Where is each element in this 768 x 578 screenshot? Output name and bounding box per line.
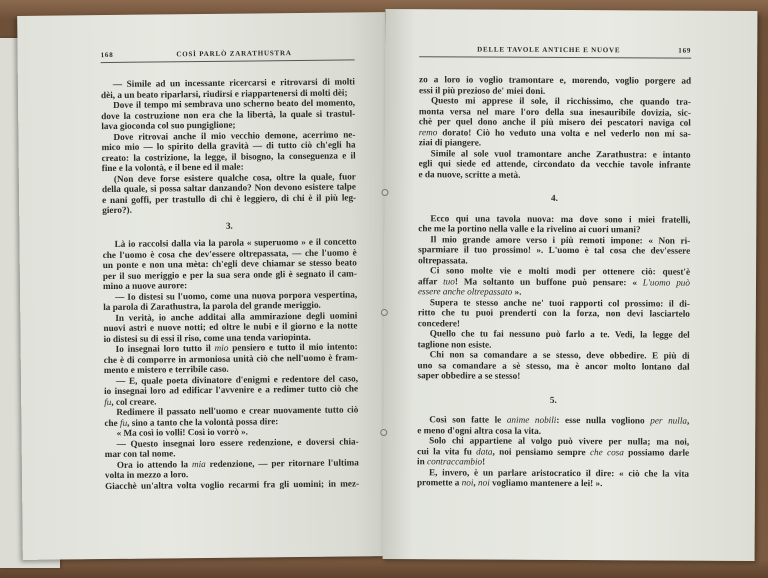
text-line: io distesi su di essi il riso, come una tenda variopinta.	[103, 331, 311, 344]
text-line: essi il più prezioso de' miei doni.	[418, 84, 546, 96]
text-line: essere anche oltrepassato ».	[417, 286, 522, 297]
italic-text: noi	[478, 477, 490, 488]
italic-text: essere anche oltrepassato	[417, 286, 513, 297]
italic-text: noi	[461, 477, 474, 488]
italic-text: mio	[214, 342, 229, 353]
text-line: E, invero, è un parlare aristocratico il dire: « ciò che la vita	[428, 466, 690, 479]
binding-hole	[380, 429, 387, 436]
text-line: « Ma così io volli! Così io vorrò ».	[116, 426, 249, 438]
section-number: 3.	[225, 220, 233, 231]
text-line: creato: la costrizione, la legge, il bisogno, la conseguenza e il	[101, 149, 356, 163]
text-line: Là io raccolsi dalla via la parola « superuomo » e il concetto	[114, 236, 357, 249]
text-line: cui la vita fu data, noi pensiamo sempre che cosa possiamo darle	[417, 445, 690, 458]
text-line: mar con tal nome.	[104, 448, 176, 460]
text-line: che me la portino nella valle e la rivelino ai cuori umani?	[418, 223, 641, 235]
text-line: volta in mezzo a loro.	[104, 469, 189, 481]
text-line: fu, col creare.	[104, 396, 157, 407]
text-line: dèi, a un beato riparlarsi, riudirsi e riappartenersi di molti dèi;	[100, 86, 348, 100]
text-line: Il mio grande amore verso i più remoti impone: « Non ri-	[430, 233, 691, 246]
running-header	[419, 45, 691, 58]
section-number: 4.	[550, 192, 558, 203]
italic-text: L'uomo può	[642, 276, 691, 288]
text-line: ritto che tu puoi prenderti con la forza, non devi lasciartelo	[417, 307, 690, 319]
text-line: mino a nuove aurore:	[102, 280, 188, 292]
binding-hole	[381, 309, 388, 316]
right-page	[383, 9, 758, 561]
running-header	[101, 48, 355, 63]
running-head-title: COSÌ PARLÒ ZARATHUSTRA	[176, 49, 292, 59]
text-line: della quale, si possa saltar danzando? Non devono esistere talpe	[101, 181, 357, 195]
page-number: 168	[100, 50, 114, 60]
text-line: Solo chi appartiene al volgo può vivere per nulla; ma noi,	[429, 435, 690, 447]
text-line: taglione non esiste.	[417, 338, 492, 350]
page-number: 169	[678, 46, 692, 55]
text-line: Quello che tu fai nessuno può farlo a te. Vedi, la legge del	[429, 328, 690, 340]
text-line: giero?).	[102, 204, 132, 216]
italic-text: fu	[119, 417, 128, 428]
text-line: remo dorato! Ciò ho veduto una volta e nel vederlo non mi sa-	[418, 126, 691, 139]
text-line: Questo mi apprese il sole, il ricchissimo, che quando tra-	[430, 95, 691, 107]
text-line: egli qui siede ed attende, circondato da vecchie tavole infrante	[418, 158, 691, 170]
text-line: Chi non sa comandare a se stesso, deve obbedire. E più di	[429, 349, 690, 361]
text-line: in contraccambio!	[417, 456, 486, 467]
text-line: In verità, io anche additai alla ammirazione degli uomini	[115, 309, 358, 323]
text-line: affar tuo! Ma soltanto un buffone può pensare: « L'uomo può	[417, 275, 691, 288]
text-line: chè per quel dono anche il più misero dei pescatori naviga col	[418, 116, 691, 128]
text-line: Ecco qui una tavola nuova: ma dove sono i miei fratelli,	[430, 212, 691, 225]
text-line: Io insegnai loro tutto il mio pensiero e tutto il mio intento:	[115, 341, 358, 354]
text-line: Ci sono molte vie e molti modi per ottenere ciò: quest'è	[430, 265, 691, 277]
text-line: uno sa comandare a sè stesso, ma è ancor molto lontano dal	[417, 359, 690, 372]
italic-text: contraccambio	[427, 456, 483, 467]
text-line: lava gioconda col suo pungiglione;	[101, 119, 236, 132]
text-line: — Questo insegnai loro essere redenzione, e doversi chia-	[116, 435, 359, 449]
text-line: che è di comporre in armoniosa unità ciò che nell'uomo è fram-	[103, 351, 358, 365]
text-line: — Simile ad un incessante ricercarsi e ritrovarsi di molti	[112, 76, 355, 89]
italic-text: mia	[191, 458, 206, 469]
page-text	[417, 74, 691, 489]
section-number: 5.	[549, 394, 557, 405]
text-line: ziai di piangere.	[418, 137, 482, 148]
text-line: che l'uomo è cosa che dev'essere oltrepassata, — che l'uomo è	[102, 246, 357, 260]
text-line: dove la costruzione non era che la libertà, la quale si trastul-	[101, 107, 356, 121]
text-line: per il suo meriggio e per la sua sera onde gli è segnato il cam-	[102, 267, 357, 281]
text-line: oltrepassata.	[418, 254, 468, 265]
text-line: monta versa nel mare l'oro della sua inesauribile dovizia, sic-	[418, 105, 691, 118]
text-line: Dove ritrovai anche il mio vecchio demone, acerrimo ne-	[113, 128, 356, 142]
text-line: e meno d'ogni altra cosa la vita.	[417, 424, 542, 436]
italic-text: fu	[104, 396, 112, 407]
text-line: Così son fatte le anime nobili: esse nulla vogliono per nulla,	[429, 414, 690, 426]
text-line: la parola di Zarathustra, la parola del grande meriggio.	[103, 299, 321, 313]
text-line: saper obbedire a se stesso!	[417, 370, 521, 381]
binding-hole	[381, 189, 388, 196]
page-text	[101, 76, 359, 491]
running-head-title: DELLE TAVOLE ANTICHE E NUOVE	[477, 45, 621, 55]
text-line: Supera te stesso anche ne' tuoi rapporti col prossimo: il di-	[429, 296, 690, 309]
text-line: Ora io attendo la mia redenzione, — per ritornare l'ultima	[116, 456, 359, 470]
italic-text: anime nobili	[506, 414, 557, 425]
italic-text: tuo	[443, 275, 455, 286]
italic-text: per nulla	[650, 415, 688, 426]
text-line: Giacchè un'altra volta voglio recarmi fra gli uomini; in mez-	[105, 477, 360, 491]
text-line: che fu, sino a tanto che la volontà possa dire:	[104, 415, 279, 428]
text-line: mico mio — lo spirito della gravità — di tutto ciò ch'egli ha	[101, 139, 356, 153]
text-line: Dove il tempo mi sembrava uno scherno beato del momento,	[113, 97, 356, 110]
text-line: (Non deve forse esistere qualche cosa, oltre la quale, fuor	[113, 170, 356, 184]
text-line: concedere!	[417, 317, 461, 328]
text-line: io insegnai loro ad edificar l'avvenire e a redimer tutto ciò che	[104, 383, 359, 397]
italic-text: data	[476, 446, 493, 457]
text-line: nuovi astri e nuove notti; ed oltre le nubi e il giorno e la notte	[103, 320, 358, 334]
italic-text: che cosa	[589, 446, 624, 457]
text-line: mento e mistero e terribile caso.	[103, 363, 229, 376]
text-line: promette a noi, noi vogliamo mantenere a lei! ».	[416, 477, 603, 489]
text-line: sparmiare il tuo prossimo! ». L'uomo è tal cosa che dev'essere	[418, 244, 691, 256]
text-line: — E, quale poeta divinatore d'enigmi e redentore del caso,	[115, 372, 359, 386]
text-line: Simile al sole vuol tramontare anche Zarathustra: e intanto	[430, 147, 691, 160]
text-line: un ponte e non una mèta: ch'egli deve chiamar se stesso beato	[102, 257, 357, 271]
text-line: — Io distesi su l'uomo, come una nuova porpora vespertina,	[115, 288, 358, 302]
italic-text: remo	[418, 126, 438, 137]
text-line: Redimere il passato nell'uomo e crear nuovamente tutto ciò	[116, 404, 359, 417]
left-page	[17, 12, 391, 560]
text-line: zo a loro io voglio tramontare e, morendo, voglio porgere ad	[419, 74, 692, 86]
text-line: fine e la volontà, e il bene ed il male:	[101, 161, 244, 174]
text-line: e da nuove, scritte a metà.	[418, 168, 521, 180]
text-line: e nani goffi, per trastullo di chi è leggiero, di chi è il più leg-	[102, 191, 357, 205]
